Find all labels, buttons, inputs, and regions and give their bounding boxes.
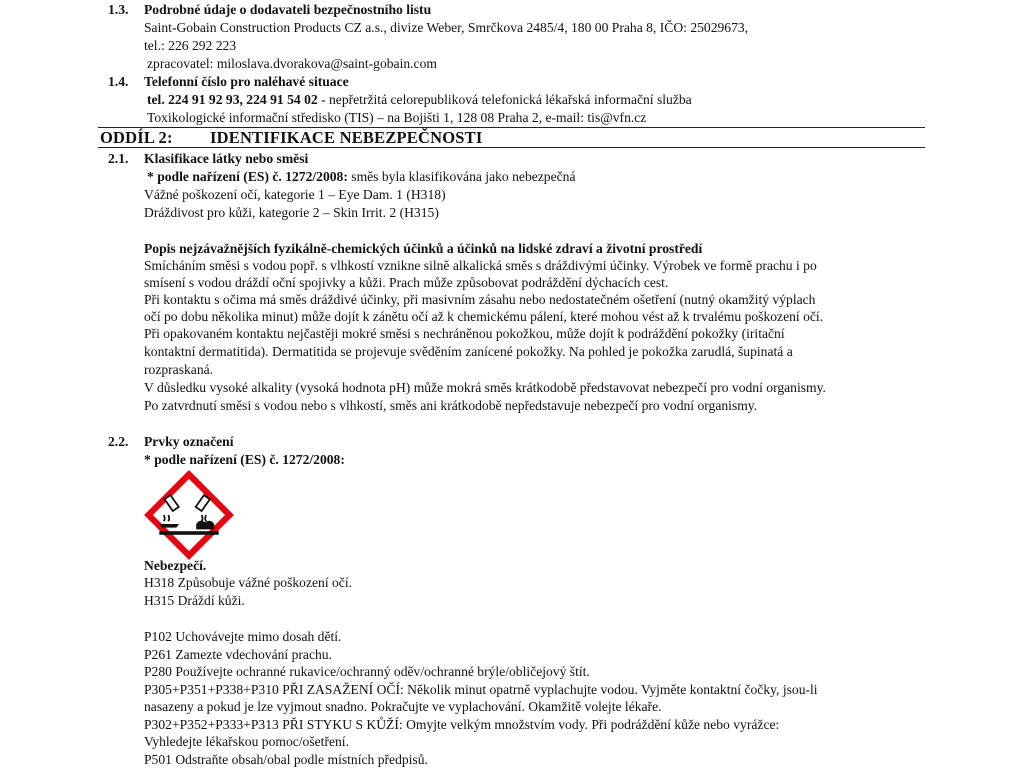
section-1-4-title: Telefonní číslo pro naléhavé situace bbox=[144, 74, 349, 89]
precaution-statement: Vyhledejte lékařskou pomoc/ošetření. bbox=[144, 734, 349, 749]
effects-line: smísení s vodou dráždí oční spojivky a kůži. Prach může způsobovat podráždění dýchacích cest. bbox=[144, 275, 669, 290]
precaution-statement: P501 Odstraňte obsah/obal podle místních předpisů. bbox=[144, 752, 428, 767]
emergency-phone-numbers: tel. 224 91 92 93, 224 91 54 02 bbox=[147, 92, 318, 107]
section-2-2-number: 2.2. bbox=[108, 434, 129, 449]
section-2-title: IDENTIFIKACE NEBEZPEČNOSTI bbox=[210, 128, 483, 147]
effects-line: Po zatvrdnutí směsi s vodou nebo s vlhkostí, směs ani krátkodobě nepředstavuje nebezpečí pro vodní organismy. bbox=[144, 398, 758, 413]
section-1-3-title: Podrobné údaje o dodavateli bezpečnostního listu bbox=[144, 2, 432, 17]
classification-skin-irrit: Dráždivost pro kůži, kategorie 2 – Skin Irrit. 2 (H315) bbox=[144, 205, 439, 220]
effects-line: Smícháním směsi s vodou popř. s vlhkostí vznikne silně alkalická směs s dráždivými účinky. Výrobek ve formě prachu i po bbox=[144, 258, 817, 273]
supplier-address: Saint-Gobain Construction Products CZ a.s., divize Weber, Smrčkova 2485/4, 180 00 Praha 8, IČO: 25029673, bbox=[144, 20, 749, 35]
ghs05-corrosion-icon bbox=[144, 470, 234, 560]
effects-line: Při kontaktu s očima má směs dráždivé účinky, při masivním zásahu nebo nedostatečném ošetření (nutný okamžitý výplach bbox=[144, 292, 816, 307]
emergency-phone-line bbox=[147, 91, 692, 108]
precaution-statement: P280 Používejte ochranné rukavice/ochranný oděv/ochranné brýle/obličejový štít. bbox=[144, 664, 590, 679]
hazard-statement: H318 Způsobuje vážné poškození očí. bbox=[144, 575, 353, 590]
effects-line: kontaktní dermatitida). Dermatitida se projevuje svěděním zanícené pokožky. Na pohled je pokožka zarudlá, šupinatá a bbox=[144, 344, 793, 359]
effects-line: očí po dobu několika minut) může dojít k zánětu očí až k chemickému pálení, které mohou vést až k trvalému poškození očí. bbox=[144, 309, 824, 324]
precaution-statement: nasazeny a pokud je lze vyjmout snadno. Pokračujte ve vyplachování. Okamžitě volejte lékaře. bbox=[144, 699, 662, 714]
classification-regulation bbox=[147, 168, 576, 185]
regulation-reference: * podle nařízení (ES) č. 1272/2008: bbox=[147, 169, 348, 184]
section-2-1-title: Klasifikace látky nebo směsi bbox=[144, 151, 309, 166]
precaution-statement: P305+P351+P338+P310 PŘI ZASAŽENÍ OČÍ: Několik minut opatrně vyplachujte vodou. Vyjměte kontaktní čočky, jsou-li bbox=[144, 682, 818, 697]
effects-line: V důsledku vysoké alkality (vysoká hodnota pH) může mokrá směs krátkodobě představovat nebezpečí pro vodní organismy. bbox=[144, 380, 826, 395]
supplier-phone: tel.: 226 292 223 bbox=[144, 38, 237, 53]
effects-line: rozpraskaná. bbox=[144, 362, 214, 377]
tis-contact: Toxikologické informační středisko (TIS) – na Bojišti 1, 128 08 Praha 2, e-mail: tis@vfn.cz bbox=[147, 110, 647, 125]
section-1-3-number: 1.3. bbox=[108, 2, 129, 17]
section-2-2-title: Prvky označení bbox=[144, 434, 234, 449]
precaution-statement: P302+P352+P333+P313 PŘI STYKU S KŮŽÍ: Omyjte velkým množstvím vody. Při podráždění kůže nebo vyrážce: bbox=[144, 717, 780, 732]
effects-title: Popis nejzávažnějších fyzikálně-chemických účinků a účinků na lidské zdraví a životní prostředí bbox=[144, 241, 703, 256]
section-2-1-number: 2.1. bbox=[108, 151, 129, 166]
precaution-statement: P261 Zamezte vdechování prachu. bbox=[144, 647, 332, 662]
section-2-heading bbox=[100, 129, 482, 147]
emergency-phone-description: - nepřetržitá celorepubliková telefonická lékařská informační služba bbox=[317, 92, 692, 107]
hazard-statement: H315 Dráždí kůži. bbox=[144, 593, 245, 608]
supplier-contact-email: zpracovatel: miloslava.dvorakova@saint-gobain.com bbox=[147, 56, 437, 71]
classification-eye-dam: Vážné poškození očí, kategorie 1 – Eye Dam. 1 (H318) bbox=[144, 187, 446, 202]
section-2-label: ODDÍL 2: bbox=[100, 128, 173, 147]
signal-word: Nebezpečí. bbox=[144, 558, 207, 573]
section-1-4-number: 1.4. bbox=[108, 74, 129, 89]
labelling-regulation: * podle nařízení (ES) č. 1272/2008: bbox=[144, 452, 345, 467]
regulation-result: směs byla klasifikována jako nebezpečná bbox=[347, 169, 576, 184]
section-divider-bottom bbox=[98, 147, 925, 148]
effects-line: Při opakovaném kontaktu nejčastěji mokré směsi s nechráněnou pokožkou, může dojít k podráždění pokožky (iritační bbox=[144, 326, 785, 341]
precaution-statement: P102 Uchovávejte mimo dosah dětí. bbox=[144, 629, 342, 644]
